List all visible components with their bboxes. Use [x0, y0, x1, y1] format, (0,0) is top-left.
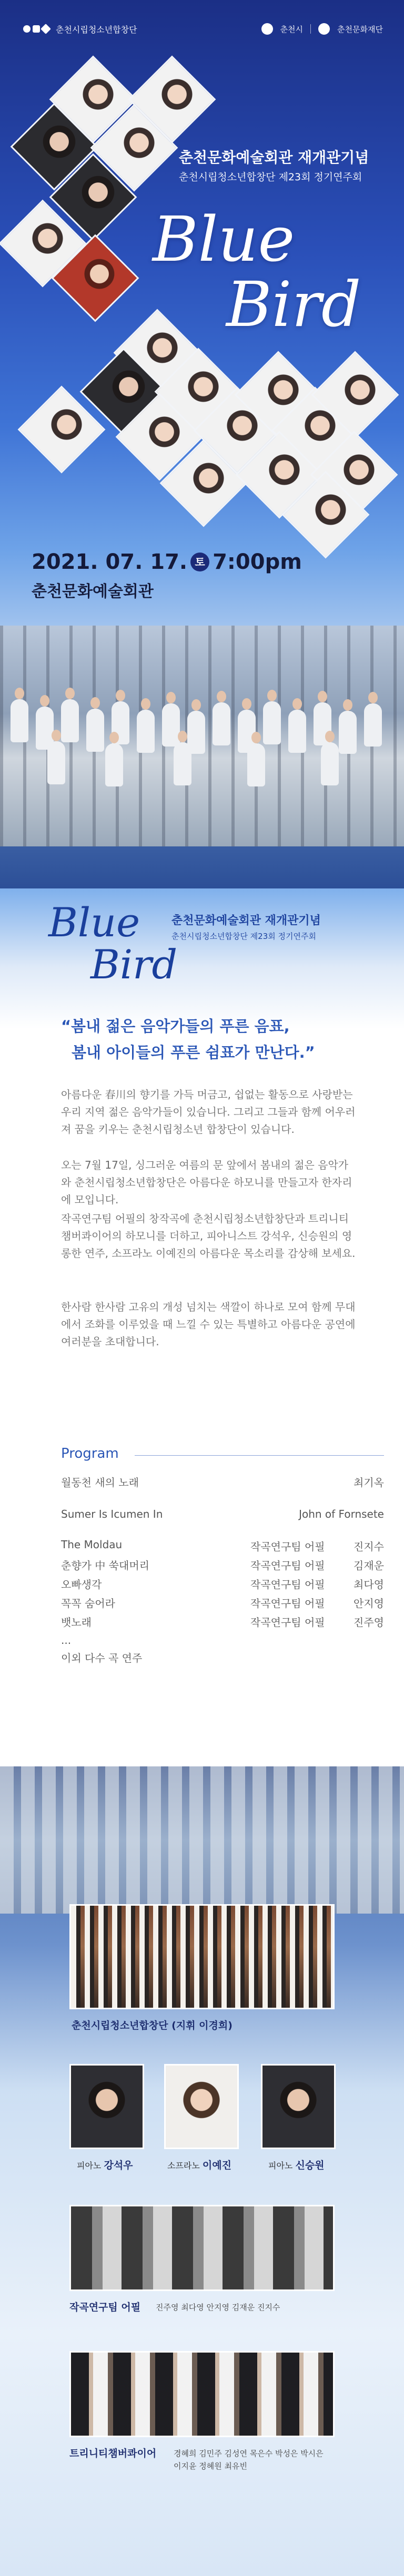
program-title: 꼭꼭 숨어라	[61, 1597, 115, 1610]
program-item	[61, 1538, 384, 1554]
choir-logo	[23, 23, 137, 35]
choir-member	[11, 699, 28, 742]
choir-member	[247, 743, 265, 786]
soloist-name: 이예진	[202, 2160, 231, 2171]
performers-section	[0, 1766, 404, 2576]
program-credit: John of Fornsete	[299, 1508, 384, 1520]
soloist-photo	[164, 2064, 239, 2149]
choir-member	[288, 710, 306, 753]
choir-member	[174, 742, 191, 785]
hero-section	[0, 0, 404, 888]
choir-outdoor-photo	[0, 1766, 404, 1914]
soloist-caption	[268, 2158, 325, 2172]
program-title: 춘향가 中 쑥대머리	[61, 1559, 149, 1572]
choir-caption	[72, 2018, 233, 2032]
info-section	[0, 888, 404, 1766]
chamber-choir-name: 트리니티챔버콰이어	[69, 2448, 157, 2459]
program-item	[61, 1576, 384, 1592]
program-credit: 진주영	[354, 1616, 384, 1629]
intro-paragraph-1: 아름다운 春川의 향기를 가득 머금고, 쉽없는 활동으로 사랑받는 우리 지역 젊은 음악가들이 있습니다. 그리고 그들과 함께 어우러져 꿈을 키우는 춘천시립청소년 합창단이 있습니다.	[61, 1088, 356, 1136]
time-text: 7:00pm	[213, 550, 302, 574]
choir-member	[61, 699, 79, 742]
foundation-logo-icon	[318, 23, 330, 35]
concert-venue: 춘천문화예술회관	[32, 582, 154, 601]
program-item	[61, 1508, 384, 1524]
quote-line-1: “봄내 젊은 음악가들의 푸른 음표,	[61, 1017, 290, 1035]
program-arranger-group: 작곡연구팀 어필	[250, 1597, 325, 1610]
logo-divider	[310, 24, 311, 34]
program-item	[61, 1557, 384, 1573]
program-credit: 진지수	[354, 1540, 384, 1553]
choir-member	[137, 710, 155, 753]
program-title: 이외 다수 곡 연주	[61, 1652, 143, 1664]
hero-title-bird: Bird	[226, 268, 361, 341]
soloist-caption	[77, 2158, 133, 2172]
program-arranger-group: 작곡연구팀 어필	[250, 1540, 325, 1553]
program-credit: 김재운	[354, 1559, 384, 1572]
choir-member	[86, 709, 104, 752]
program-ellipsis: ...	[61, 1634, 72, 1647]
intro-paragraph-2: 오는 7월 17일, 싱그러운 여름의 문 앞에서 봄내의 젊은 음악가와 춘천시립청소년합창단은 아름다운 하모니를 만들고자 한자리에 모입니다.	[61, 1159, 352, 1206]
program-arranger-group: 작곡연구팀 어필	[250, 1559, 325, 1572]
program-divider	[135, 1455, 384, 1456]
program-title: 오빠생각	[61, 1578, 102, 1591]
info-title-bird: Bird	[90, 941, 178, 988]
program-arranger-group: 작곡연구팀 어필	[250, 1578, 325, 1591]
program-heading: Program	[61, 1446, 119, 1461]
date-text: 2021. 07. 17.	[32, 550, 188, 574]
info-title-blue: Blue	[48, 899, 140, 946]
foundation-logo-text: 춘천문화재단	[337, 24, 383, 34]
quote-line-2: 봄내 아이들의 푸른 쉼표가 만난다.”	[72, 1044, 315, 1061]
program-title: The Moldau	[61, 1538, 123, 1551]
soloist-caption	[167, 2158, 231, 2172]
composer-team-members: 진주영 최다영 안지영 김재운 진지수	[156, 2303, 280, 2312]
choir-member	[213, 702, 230, 745]
choir-caption-text: 춘천시립청소년합창단 (지휘 이경희)	[72, 2020, 233, 2031]
soloist-photo	[69, 2064, 144, 2149]
hero-subtitle-1: 춘천문화예술회관 재개관기념	[179, 149, 369, 166]
choir-member	[162, 703, 180, 747]
program-title: 뱃노래	[61, 1616, 92, 1629]
hero-title-blue: Blue	[153, 203, 295, 275]
info-subtitle-2: 춘천시립청소년합창단 제23회 정기연주회	[171, 932, 316, 941]
choir-member	[263, 701, 281, 744]
intro-paragraph-3: 작곡연구팀 어필의 창작곡에 춘천시립청소년합창단과 트리니티 챔버콰이어의 하모니를 더하고, 피아니스트 강석우, 신승원의 영롱한 연주, 소프라노 이예진의 아름다운 목소리를 감상해 보세요.	[61, 1212, 356, 1260]
choir-stage-photo	[69, 1904, 335, 2009]
program-title: Sumer Is Icumen In	[61, 1508, 163, 1520]
program-item	[61, 1650, 384, 1665]
soloist-name: 신승원	[295, 2160, 325, 2171]
program-item	[61, 1614, 384, 1630]
program-credit: 안지영	[354, 1597, 384, 1610]
choir-member	[364, 703, 382, 747]
soloist-photo	[261, 2064, 336, 2149]
hero-subtitle-2: 춘천시립청소년합창단 제23회 정기연주회	[179, 171, 362, 183]
program-credit: 최기옥	[354, 1476, 384, 1489]
choir-logo-text: 춘천시립청소년합창단	[56, 25, 137, 35]
day-badge: 토	[190, 553, 209, 571]
soloist-role: 피아노	[268, 2161, 293, 2171]
composer-team-caption	[69, 2299, 140, 2314]
program-title: 월동천 새의 노래	[61, 1476, 139, 1489]
choir-member	[321, 742, 339, 785]
program-item	[61, 1595, 384, 1611]
program-credit: 최다영	[354, 1578, 384, 1591]
city-logo-icon	[261, 23, 273, 35]
composer-team-photo	[69, 2205, 335, 2291]
logo-mark-icon	[23, 24, 50, 35]
info-subtitle-1: 춘천문화예술회관 재개관기념	[171, 914, 321, 927]
chamber-choir-caption	[69, 2446, 156, 2460]
intro-paragraph-4: 한사람 한사람 고유의 개성 넘치는 색깔이 하나로 모여 함께 무대에서 조화를 이루었을 때 느낄 수 있는 특별하고 아름다운 공연에 여러분을 초대합니다.	[61, 1301, 356, 1348]
program-item	[61, 1474, 384, 1490]
choir-member	[105, 743, 123, 786]
composer-team-name: 작곡연구팀 어필	[69, 2302, 141, 2313]
sponsor-logos	[261, 23, 383, 35]
city-logo-text: 춘천시	[280, 24, 304, 34]
choir-member	[47, 741, 65, 784]
program-arranger-group: 작곡연구팀 어필	[250, 1616, 325, 1629]
chamber-choir-photo	[69, 2351, 335, 2437]
soloist-role: 소프라노	[167, 2161, 200, 2171]
soloist-role: 피아노	[77, 2161, 102, 2171]
choir-members-photo	[0, 678, 404, 789]
chamber-choir-members-1: 경혜희 김민주 김성연 목은수 박성은 박시은	[174, 2449, 324, 2458]
program-item	[61, 1634, 384, 1650]
choir-member	[339, 711, 357, 754]
soloist-name: 강석우	[104, 2160, 133, 2171]
chamber-choir-members-2: 이지윤 정혜원 최유빈	[174, 2461, 247, 2471]
concert-date	[32, 550, 302, 574]
